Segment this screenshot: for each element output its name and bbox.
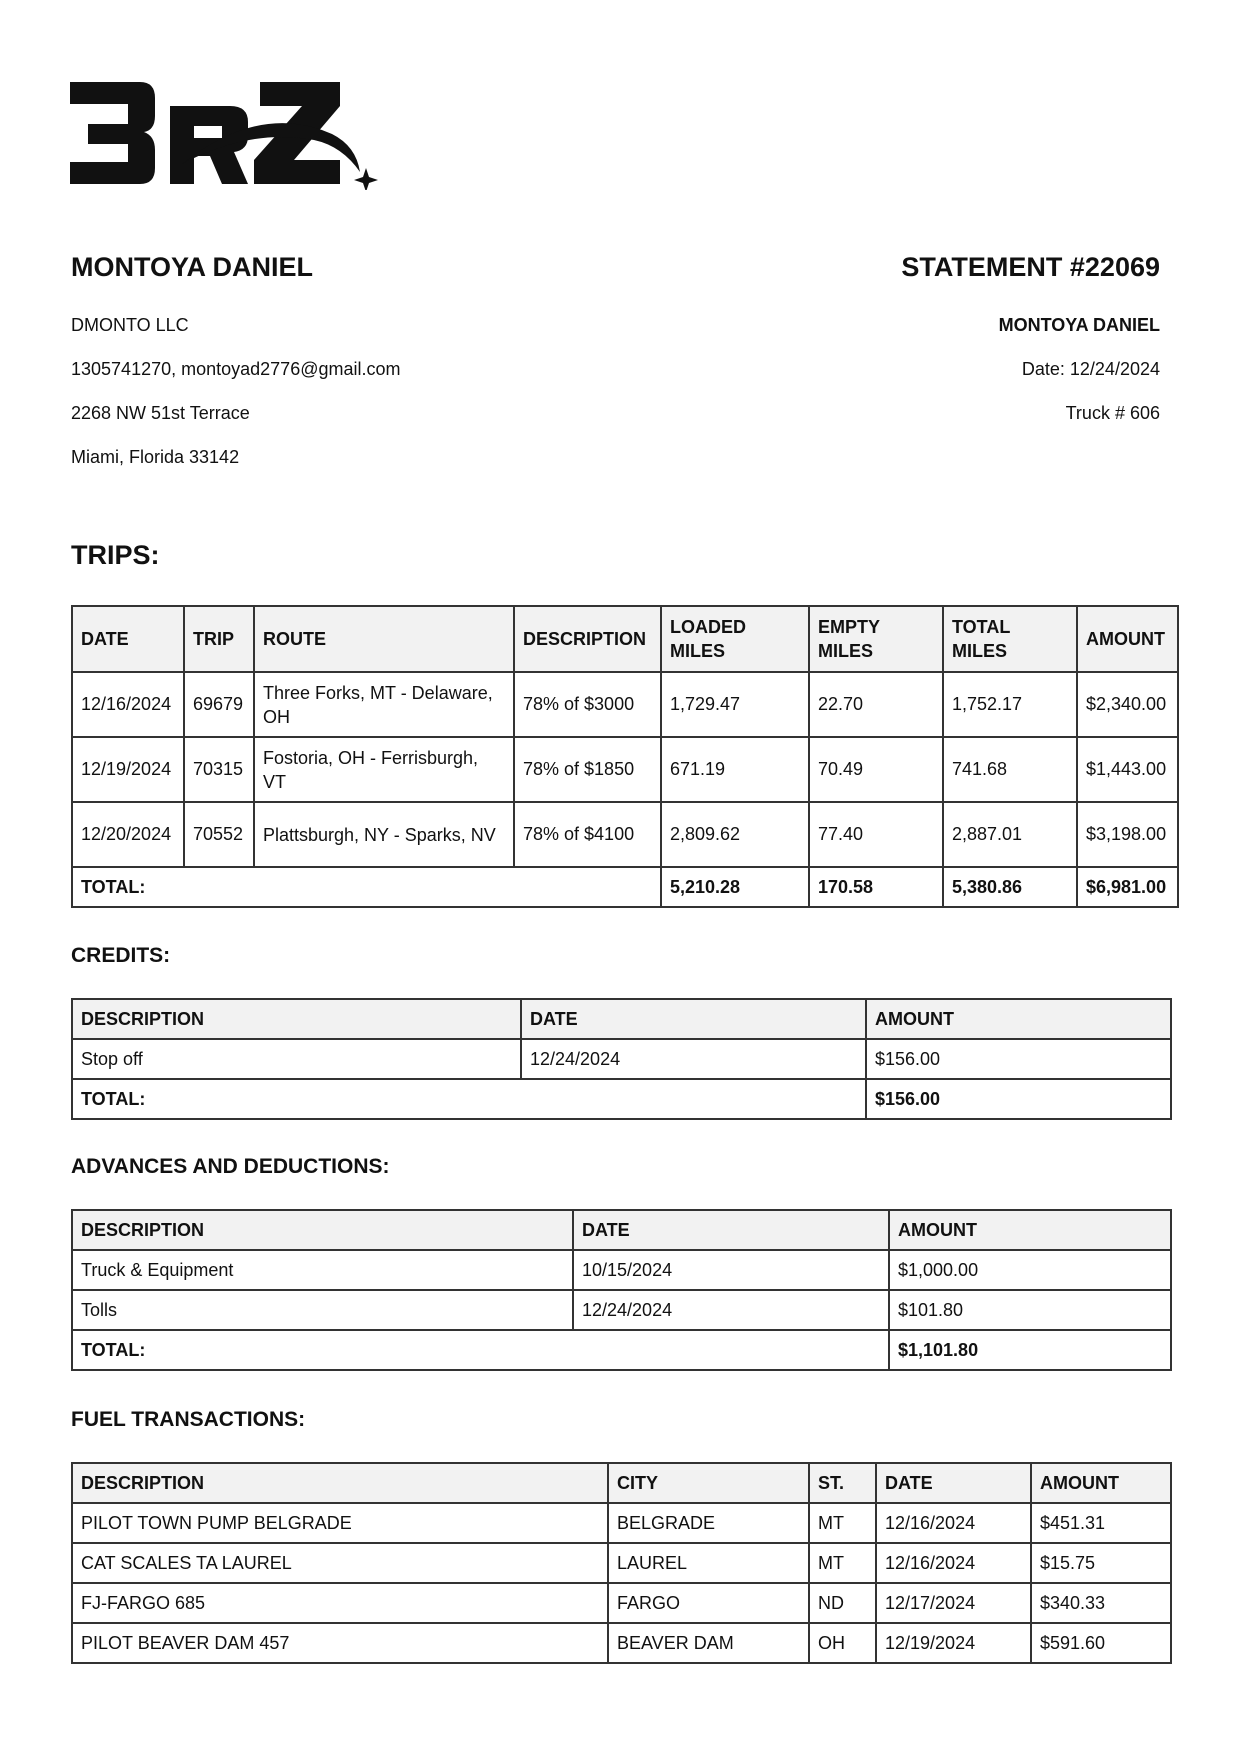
- fuel-description: PILOT BEAVER DAM 457: [72, 1623, 608, 1663]
- trips-title: TRIPS:: [71, 540, 160, 570]
- fuel-city: BELGRADE: [608, 1503, 809, 1543]
- deductions-total-label: TOTAL:: [72, 1330, 889, 1370]
- fuel-header-description: DESCRIPTION: [72, 1463, 608, 1503]
- fuel-header-city: CITY: [608, 1463, 809, 1503]
- company-name: DMONTO LLC: [71, 315, 189, 335]
- trip-loaded-miles: 2,809.62: [661, 802, 809, 867]
- trips-total-empty: 170.58: [809, 867, 943, 907]
- statement-title: STATEMENT #22069: [901, 252, 1160, 282]
- trips-header-total-miles: TOTAL MILES: [943, 606, 1077, 672]
- trips-table: [71, 605, 1179, 908]
- deductions-header-date: DATE: [573, 1210, 889, 1250]
- fuel-description: CAT SCALES TA LAUREL: [72, 1543, 608, 1583]
- fuel-description: FJ-FARGO 685: [72, 1583, 608, 1623]
- trip-empty-miles: 70.49: [809, 737, 943, 802]
- deduction-date: 10/15/2024: [573, 1250, 889, 1290]
- fuel-date: 12/19/2024: [876, 1623, 1031, 1663]
- deduction-amount: $1,000.00: [889, 1250, 1171, 1290]
- fuel-amount: $340.33: [1031, 1583, 1171, 1623]
- table-row: [72, 672, 1178, 737]
- deduction-date: 12/24/2024: [573, 1290, 889, 1330]
- fuel-state: ND: [809, 1583, 876, 1623]
- trip-date: 12/16/2024: [72, 672, 184, 737]
- table-row: [72, 1039, 1171, 1079]
- fuel-state: OH: [809, 1623, 876, 1663]
- trips-total-amount: $6,981.00: [1077, 867, 1178, 907]
- trips-header-route: ROUTE: [254, 606, 514, 672]
- trip-empty-miles: 22.70: [809, 672, 943, 737]
- table-row: [72, 1623, 1171, 1663]
- trips-header-date: DATE: [72, 606, 184, 672]
- statement-driver-name: MONTOYA DANIEL: [998, 315, 1160, 335]
- trips-total-miles: 5,380.86: [943, 867, 1077, 907]
- trips-header-empty-miles: EMPTY MILES: [809, 606, 943, 672]
- fuel-description: PILOT TOWN PUMP BELGRADE: [72, 1503, 608, 1543]
- trip-route: Plattsburgh, NY - Sparks, NV: [254, 802, 514, 867]
- trip-loaded-miles: 671.19: [661, 737, 809, 802]
- trip-total-miles: 1,752.17: [943, 672, 1077, 737]
- trip-route: Three Forks, MT - Delaware, OH: [254, 672, 514, 737]
- credits-total-amount: $156.00: [866, 1079, 1171, 1119]
- trip-route: Fostoria, OH - Ferrisburgh, VT: [254, 737, 514, 802]
- fuel-city: FARGO: [608, 1583, 809, 1623]
- trip-description: 78% of $3000: [514, 672, 661, 737]
- trip-total-miles: 2,887.01: [943, 802, 1077, 867]
- credits-total-label: TOTAL:: [72, 1079, 866, 1119]
- trip-amount: $2,340.00: [1077, 672, 1178, 737]
- fuel-table: [71, 1462, 1172, 1664]
- fuel-amount: $591.60: [1031, 1623, 1171, 1663]
- trips-total-loaded: 5,210.28: [661, 867, 809, 907]
- trip-empty-miles: 77.40: [809, 802, 943, 867]
- credits-header-description: DESCRIPTION: [72, 999, 521, 1039]
- trip-date: 12/19/2024: [72, 737, 184, 802]
- trip-amount: $3,198.00: [1077, 802, 1178, 867]
- deduction-description: Truck & Equipment: [72, 1250, 573, 1290]
- credits-table: [71, 998, 1172, 1120]
- credits-header-amount: AMOUNT: [866, 999, 1171, 1039]
- truck-number: Truck # 606: [1065, 403, 1160, 423]
- trip-number: 70552: [184, 802, 254, 867]
- fuel-header-amount: AMOUNT: [1031, 1463, 1171, 1503]
- table-row: [72, 802, 1178, 867]
- trip-number: 70315: [184, 737, 254, 802]
- fuel-date: 12/16/2024: [876, 1503, 1031, 1543]
- credit-date: 12/24/2024: [521, 1039, 866, 1079]
- trips-header-loaded-miles: LOADED MILES: [661, 606, 809, 672]
- table-row: [72, 1290, 1171, 1330]
- fuel-date: 12/16/2024: [876, 1543, 1031, 1583]
- fuel-city: LAUREL: [608, 1543, 809, 1583]
- fuel-amount: $15.75: [1031, 1543, 1171, 1583]
- company-logo: [70, 80, 380, 190]
- deductions-table: [71, 1209, 1172, 1371]
- fuel-header-date: DATE: [876, 1463, 1031, 1503]
- deductions-header-amount: AMOUNT: [889, 1210, 1171, 1250]
- fuel-city: BEAVER DAM: [608, 1623, 809, 1663]
- table-row: [72, 1583, 1171, 1623]
- fuel-amount: $451.31: [1031, 1503, 1171, 1543]
- trip-date: 12/20/2024: [72, 802, 184, 867]
- address-line-1: 2268 NW 51st Terrace: [71, 403, 250, 423]
- trip-number: 69679: [184, 672, 254, 737]
- fuel-title: FUEL TRANSACTIONS:: [71, 1408, 306, 1431]
- deduction-amount: $101.80: [889, 1290, 1171, 1330]
- table-row: [72, 1250, 1171, 1290]
- deductions-total-amount: $1,101.80: [889, 1330, 1171, 1370]
- fuel-state: MT: [809, 1543, 876, 1583]
- driver-name: MONTOYA DANIEL: [71, 252, 314, 282]
- table-row: [72, 1543, 1171, 1583]
- fuel-date: 12/17/2024: [876, 1583, 1031, 1623]
- contact-info: 1305741270, montoyad2776@gmail.com: [71, 359, 401, 379]
- credits-total-row: [72, 1079, 1171, 1119]
- credit-amount: $156.00: [866, 1039, 1171, 1079]
- credits-title: CREDITS:: [71, 944, 171, 967]
- deductions-title: ADVANCES AND DEDUCTIONS:: [71, 1155, 390, 1178]
- address-line-2: Miami, Florida 33142: [71, 447, 240, 467]
- table-row: [72, 737, 1178, 802]
- deductions-total-row: [72, 1330, 1171, 1370]
- trip-description: 78% of $1850: [514, 737, 661, 802]
- trip-description: 78% of $4100: [514, 802, 661, 867]
- trips-total-label: TOTAL:: [72, 867, 661, 907]
- fuel-header-state: ST.: [809, 1463, 876, 1503]
- table-row: [72, 1503, 1171, 1543]
- trips-header-amount: AMOUNT: [1077, 606, 1178, 672]
- trips-total-row: [72, 867, 1178, 907]
- trips-header-trip: TRIP: [184, 606, 254, 672]
- trip-total-miles: 741.68: [943, 737, 1077, 802]
- trips-header-description: DESCRIPTION: [514, 606, 661, 672]
- trip-loaded-miles: 1,729.47: [661, 672, 809, 737]
- deduction-description: Tolls: [72, 1290, 573, 1330]
- statement-date: Date: 12/24/2024: [1021, 359, 1160, 379]
- credits-header-date: DATE: [521, 999, 866, 1039]
- credit-description: Stop off: [72, 1039, 521, 1079]
- deductions-header-description: DESCRIPTION: [72, 1210, 573, 1250]
- trip-amount: $1,443.00: [1077, 737, 1178, 802]
- fuel-state: MT: [809, 1503, 876, 1543]
